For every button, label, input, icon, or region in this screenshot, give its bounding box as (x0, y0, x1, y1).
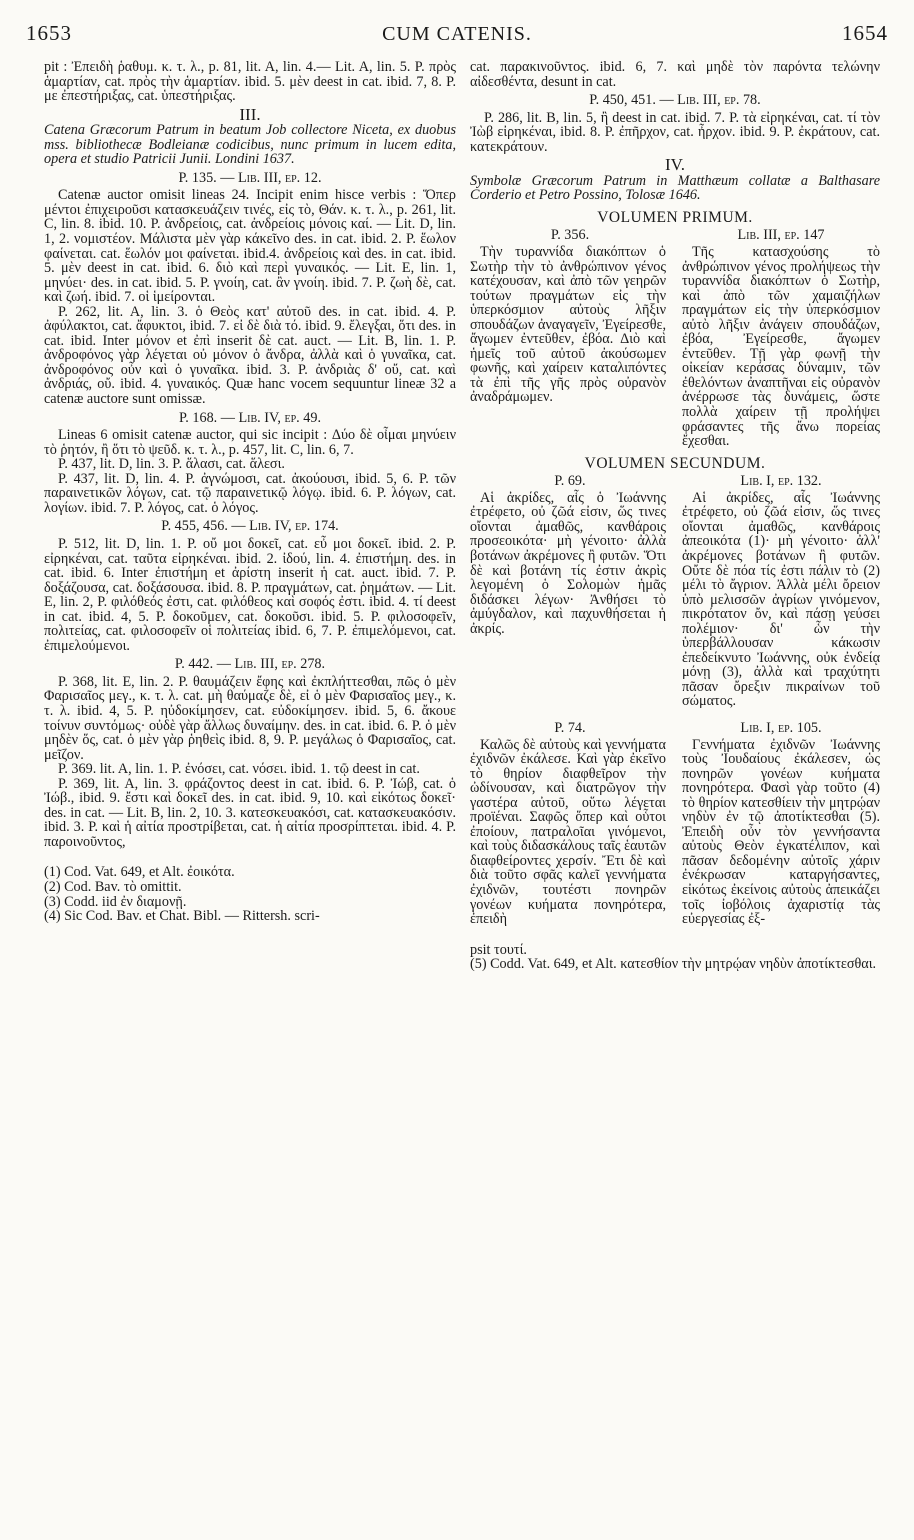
section-paragraph: P. 262, lit. A, lin. 3. ὁ Θεὸς κατ' αὐτοῦ des. in cat. ibid. 4. P. ἀφύλακτοι, cat. ἄφυκτοι, ibid. 7. εἰ δὲ διὰ τό. ibid. 9. ἔλεγξαι, ὅτι des. in cat. ibid. Inter μόνον et ἐπὶ inserit δὲ cat. auct. — Lit. B, lin. 1. P. ἀνδροφόνος γὰρ λέγεται οὐ μόνον ὁ ἄνδρα, ἀλλὰ καὶ ὁ γυναῖκα, cat. ἀνδροφόνος οὖν καὶ ὁ γυναῖκα. ibid. 3. P. ἀνδριὰς δ' οὔ, cat. καὶ ἀνδριάς, οὔ. ibid. 4. γυναικός. Quæ hanc vocem sequuntur lineæ 32 a catenæ auctore sunt omissæ. (44, 303, 456, 408)
section-heading: P. 442. — Lib. III, ep. 278. (174, 656, 326, 673)
section-heading: P. 168. — Lib. IV, ep. 49. (178, 409, 321, 426)
catena-title: Catena Græcorum Patrum in beatum Job collectore Niceta, ex duobus mss. bibliothecæ Bodleianæ codicibus, nunc primum in lucem edita, opera et studio Patricii Junii. Londini 1637. (44, 122, 456, 168)
parallel-left-head: P. 356. (550, 227, 590, 244)
footnote: (3) Codd. iid ἐν διαμονῇ. (44, 893, 187, 910)
section-paragraph: Lineas 6 omisit catenæ auctor, qui sic incipit : Δύο δὲ οἶμαι μηνύειν τὸ ῥητόν, ἢ ὅτι τὸ ψεῦδ. κ. τ. λ., p. 457, lit. C, lin. 6, 7. (44, 427, 456, 458)
footnote: (4) Sic Cod. Bav. et Chat. Bibl. — Rittersh. scri- (44, 908, 320, 925)
symbolae-title: Symbolæ Græcorum Patrum in Matthæum collatæ a Balthasare Corderio et Petro Possino, Tolosæ 1646. (470, 172, 880, 204)
section-number-iv: IV. (665, 155, 685, 175)
section-paragraph: P. 368, lit. E, lin. 2. P. θαυμάζειν ἔφης καὶ ἐκπλήττεσθαι, πῶς ὁ μὲν Φαρισαῖος μεγ., κ. τ. λ. cat. μὴ θαύμαζε δὲ, εἰ ὁ μὲν Φαρισαῖος μεγ., κ. τ. λ. ibid. 4, 5. P. ηὐδοκίμησεν, cat. εὐδοκίμησεν. ibid. 5, 6. ἄκουε τοίνυν συντόμως· οὐδὲ γὰρ ἄλλως δυναίμην. des. in cat. ibid. 6. P. ὁ μὲν μηδὲν ὅς, cat. ὁ μὲν γὰρ ῥηθεὶς ibid. 8, 9. P. μεγάλως ὁ Φαρισαῖος, cat. μεῖζον. (44, 673, 456, 763)
parallel-right-head: Lib. I, ep. 105. (740, 719, 822, 736)
running-header (26, 16, 888, 46)
parallel-left-head: P. 69. (554, 473, 586, 490)
footnote: (1) Cod. Vat. 649, et Alt. ἐοικότα. (44, 864, 235, 881)
continuation-text: psit τουτί. (470, 941, 527, 958)
volumen-primum-title: VOLUMEN PRIMUM. (597, 208, 753, 226)
parallel-texts (470, 491, 880, 709)
section-paragraph: P. 437, lit. D, lin. 3. P. ἅλασι, cat. ἅλεσι. (58, 456, 285, 473)
parallel-right-head: Lib. I, ep. 132. (740, 473, 822, 490)
parallel-left-head: P. 74. (554, 719, 586, 736)
parallel-texts (470, 245, 880, 449)
parallel-heads (470, 474, 880, 489)
volumen-secundum-title: VOLUMEN SECUNDUM. (584, 454, 766, 472)
section-paragraph: P. 369, lit. A, lin. 3. φράζοντος deest in cat. ibid. 6. P. Ἰώβ, cat. ὁ Ἰώβ., ibid. 9. ἔστι καὶ δοκεῖ des. in cat. ibid. 9, 10. καὶ εἰκότως δοκεῖ· des. in cat. — Lit. B, lin. 2, 10. 3. κατεσκευακόσι, cat. κατασκευακόσιν. ibid. 3. P. καὶ ἡ αἰτία προστρίβεται, cat. ἡ αἰτία προσρίπτεται. ibid. 4. P. παροινοῦντος, (44, 775, 456, 850)
parallel-right-head: Lib. III, ep. 147 (737, 227, 825, 244)
left-column (44, 60, 456, 924)
right-page-number: 1654 (841, 21, 888, 45)
parallel-right-text: Τῆς κατασχούσης τὸ ἀνθρώπινον γένος προλήψεως τὴν τυραννίδα διακόπτων ὁ Σωτὴρ, καὶ ἀπὸ τῶν χαμαιζήλων πραγμάτων εἰς τὴν ὑπερκόσμιον αὐτὸ λῆξιν ἀνάγειν σπουδάζων, ἐβόα, Ἐγείρεσθε, ἄγωμεν ἐντεῦθεν. Τῇ γὰρ φωνῇ τὴν οἰκείαν κεράσας δύναμιν, τῶν ἐθελόντων ἀναπτῆναι εἰς οὐρανὸν ἀνέρρωσε τὰς δυνάμεις, ὥστε πολλὰ χαίρειν τῇ προλήψει φράσαντες τῆς ἄνω πορείας ἔχεσθαι. (682, 244, 880, 450)
right-intro: cat. παρακινοῦντος. ibid. 6, 7. καὶ μηδὲ τὸν παρόντα τελώνην αἰδεσθέντα, desunt in cat. (470, 59, 880, 90)
parallel-left-text: Αἱ ἀκρίδες, αἷς ὁ Ἰωάννης ἐτρέφετο, οὐ ζῶά εἰσιν, ὥς τινες οἴονται ἀμαθῶς, κανθάροις προσεοικότα· μὴ γένοιτο· ἀλλὰ βοτάνων ἀκρέμονες ἢ φυτῶν. Ὅτι δὲ καὶ βοτάνη τίς ἐστιν ἀκρὶς λεγομένη ὁ Σολομὼν ἡμᾶς διδάσκει λέγων· Ἀνθήσει τὸ ἀμύγδαλον, καὶ παχυνθήσεται ἡ ἀκρίς. (470, 489, 666, 637)
running-title: CUM CATENIS. (382, 23, 532, 45)
section-heading: P. 450, 451. — Lib. III, ep. 78. (589, 92, 761, 109)
section-paragraph: Catenæ auctor omisit lineas 24. Incipit enim hisce verbis : Ὅπερ μέντοι ἐπιχειροῦσι κατασκευάζειν τινές, εἰς τὸ, Θάν. κ. τ. λ., p. 261, lit. C, lin. 8. ibid. 10. P. ἀνδρείοις, cat. ἀνδρείοις μόνοις καί. — Lit. D, lin. 1, 2. νομιστέον. Μάλιστα μὲν γὰρ κάκεῖνο des. in cat. ibid. 2. P. ἕωλον φαίνεται. cat. ἕωλόν μοι φαίνεται. ibid.4. ἀνδρείοις καὶ des. in cat. ibid. 5. μὲν deest in cat. ibid. 6. διὸ καὶ περὶ γυναικός. — Lit. E, lin. 1, μηνύει· des. in cat. ibid. 5. P. γνοίη, cat. ἂν γνοίη. ibid. 7. P. ζωὴ δὲ, cat. καὶ ζωή. ibid. 7. οἱ ἱμείρονται. (44, 187, 456, 306)
parallel-heads (470, 228, 880, 243)
parallel-texts (470, 738, 880, 927)
footnote: (2) Cod. Bav. τὸ omittit. (44, 878, 182, 895)
section-number-iii: III. (239, 104, 261, 124)
parallel-heads (470, 721, 880, 736)
left-intro: pit : Ἐπειδὴ ῥαθυμ. κ. τ. λ., p. 81, lit. A, lin. 4.— Lit. A, lin. 5. P. πρὸς ἁμαρτίαν, cat. πρὸς τὴν ἁμαρτίαν. ibid. 5. μὲν deest in cat. ibid. 7, 8. P. με ἐπεστήριξας, cat. ὑπεστήριξας. (44, 59, 456, 105)
section-paragraph: P. 437, lit. D, lin. 4. P. ἀγνώμοσι, cat. ἀκούουσι, ibid. 5, 6. P. τῶν παραινετικῶν λόγων, cat. τῷ παραινετικῷ λόγῳ. ibid. 6. P. λόγων, cat. λογίων. ibid. 7. P. λόγος, cat. ὁ λόγος. (44, 470, 456, 516)
right-column (470, 60, 880, 972)
left-page-number: 1653 (26, 21, 72, 45)
section-paragraph: P. 369. lit. A, lin. 1. P. ἐνόσει, cat. νόσει. ibid. 1. τῷ deest in cat. (58, 761, 420, 778)
parallel-left-text: Καλῶς δὲ αὐτοὺς καὶ γεννήματα ἐχιδνῶν ἐκάλεσε. Καὶ γὰρ ἐκεῖνο τὸ θηρίον διαφθεῖρον τὴν ὠδίνουσαν, καὶ διατρῶγον τὴν γαστέρα αὐτοῦ, οὕτω λέγεται προϊέναι. Σαφῶς ὅπερ καὶ οὗτοι ἐποίουν, πατραλοῖαι γινόμενοι, καὶ τοὺς διδασκάλους ταῖς ἑαυτῶν διαφθείροντες χερσίν. Ἔτι δὲ καὶ διὰ τοῦτο σφᾶς καλεῖ γεννήματα ἐχιδνῶν, τουτέστι πονηρῶν γονέων κυήματα πονηρότερα, ἐπειδὴ (470, 736, 666, 928)
footnote: (5) Codd. Vat. 649, et Alt. κατεσθίον τὴν μητρῴαν νηδὺν ἀποτίκτεσθαι. (470, 956, 877, 973)
section-heading: P. 455, 456. — Lib. IV, ep. 174. (161, 518, 339, 535)
section-paragraph: P. 286, lit. B, lin. 5, ἢ deest in cat. ibid. 7. P. τὰ εἰρηκέναι, cat. τί τὸν Ἰὼβ εἰρηκέναι, ibid. 8. P. ἐπῆρχον, cat. ἦρχον. ibid. 9. P. ἐκράτουν, cat. κατεκράτουν. (470, 109, 880, 155)
parallel-right-text: Αἱ ἀκρίδες, αἷς Ἰωάννης ἐτρέφετο, οὐ ζῶά εἰσιν, ὥς τινες οἴονται ἀμαθῶς, κανθάροις ἀπεοικότα (1)· μὴ γένοιτο· ἀλλ' ἀκρέμονες βοτάνων ἢ φυτῶν. Οὔτε δὲ πόα τίς ἐστι πάλιν τὸ (2) μέλι τὸ ἄγριον. Ἀλλὰ μέλι ὄρειον ὑπὸ μελισσῶν ἀγρίων γινόμενον, πικρότατον ὄν, καὶ πάσῃ γεύσει πολέμιον· δι' ὧν τὴν ὑπερβάλλουσαν κάκωσιν ἐπεδείκνυτο Ἰωάννης, οὐκ ἐνδείᾳ μόνῃ (3), ἀλλὰ καὶ τραχύτητι πᾶσαν ὄρεξιν πικραίνων τοῦ σώματος. (682, 489, 880, 710)
footnotes (44, 865, 456, 923)
section-heading: P. 135. — Lib. III, ep. 12. (178, 169, 322, 186)
section-paragraph: P. 512, lit. D, lin. 1. P. οὔ μοι δοκεῖ, cat. εὖ μοι δοκεῖ. ibid. 2. P. εἰρηκέναι, cat. ταῦτα εἰρηκέναι. ibid. 2. ἰδού, lin. 4. ἐπιστήμη. des. in cat. ibid. 6. Inter ἐπιστήμη et ἀρίστη inserit ἡ cat. auct. ibid. 7. P. δοξάζουσα, cat. δοξάσουσα. ibid. 8. P. πραγμάτων, cat. ῥημάτων. — Lit. E, lin. 2, P. φιλόθεός ἐστι, cat. φιλόθεος καὶ σοφός ἐστι. ibid. 4. τί deest in cat. ibid. 4, 5. P. δοκοῦμεν, cat. δοκοῦσι. ibid. 5. P. φιλοσοφεῖν, πολιτείας, cat. φιλοσοφεῖν οἱ πολιτείας ibid. 6, 7. P. ἐπιμελόμενοι, cat. ἐπιμελούμενοι. (44, 535, 456, 654)
parallel-right-text: Γεννήματα ἐχιδνῶν Ἰωάννης τοὺς Ἰουδαίους ἐκάλεσεν, ὡς πονηρῶν γονέων κυήματα πονηρότερα. Φασὶ γὰρ τοῦτο (4) τὸ θηρίον κατεσθίειν τὴν μητρῴαν νηδὺν ἐν τῷ ἀποτίκτεσθαι (5). Ἐπειδὴ οὖν τὸν γεννήσαντα αὐτοὺς Θεὸν ἐγκατέλιπον, καὶ πᾶσαν δεδομένην αὐτοῖς χάριν ἐνέκρωσαν καταργήσαντες, εἰκότως ἐκείνοις αὐτοὺς ἀπεικάζει τοῖς ἰοβόλοις ἀχαριστίᾳ τὰς εὐεργεσίας ἐξ- (682, 736, 880, 928)
parallel-left-text: Τὴν τυραννίδα διακόπτων ὁ Σωτὴρ τὴν τὸ ἀνθρώπινον γένος κατέχουσαν, καὶ ἀπὸ τῶν γεηρῶν τούτων πραγμάτων εἰς τὴν ὑπερκόσμιον αὐτοὺς λῆξιν σπουδάζων ἀναγαγεῖν, Ἐγείρεσθε, ἄγωμεν ἐντεῦθεν, ἐβόα. Διὸ καὶ ἡμεῖς τοῦ αὐτοῦ ἀκούσωμεν φωνῆς, καὶ χαίρειν καταλιπόντες τὰ ἐπὶ τῆς γῆς πρὸς οὐρανὸν ἀναδράμωμεν. (470, 244, 666, 406)
right-footnotes (470, 943, 880, 972)
